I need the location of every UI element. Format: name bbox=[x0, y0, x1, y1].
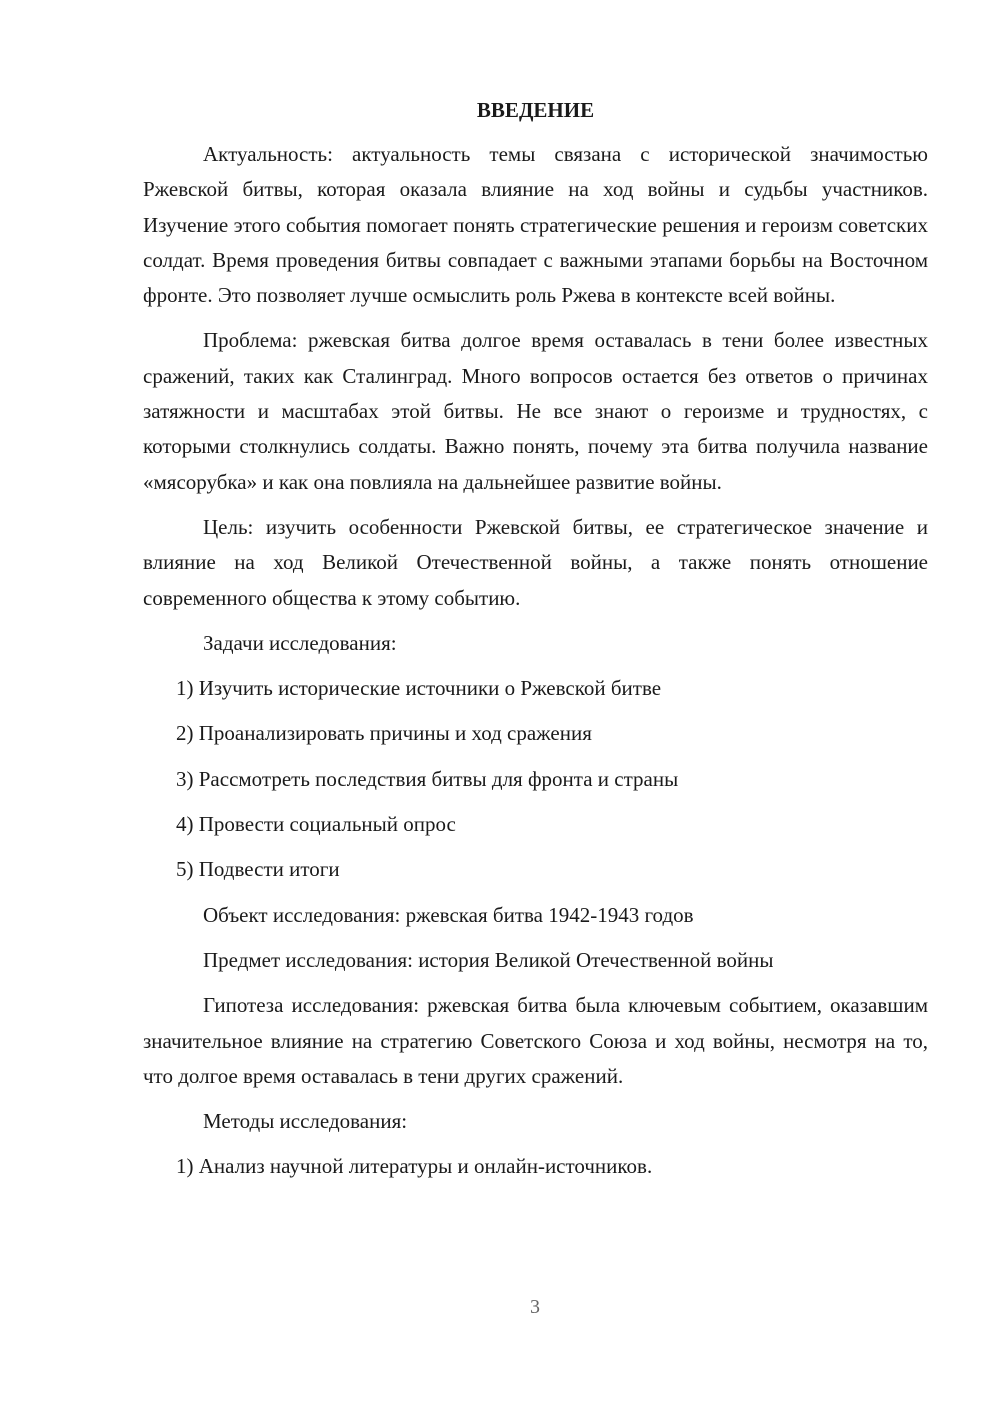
task-item: 4) Провести социальный опрос bbox=[176, 812, 456, 837]
problem-paragraph: Проблема: ржевская битва долгое время оставалась в тени более известных сражений, таких как Сталинград. Много вопросов остается без ответов о причинах затяжности и масштабах этой битвы. Не все знают о героизме и трудностях, с которыми столкнулись солдаты. Важно понять, почему эта битва получила название «мясорубка» и как она повлияла на дальнейшее развитие войны. bbox=[143, 328, 928, 494]
page-number: 3 bbox=[530, 1296, 540, 1318]
relevance-paragraph: Актуальность: актуальность темы связана с исторической значимостью Ржевской битвы, которая оказала влияние на ход войны и судьбы участников. Изучение этого события помогает понять стратегические решения и героизм советских солдат. Время проведения битвы совпадает с важными этапами борьбы на Восточном фронте. Это позволяет лучше осмыслить роль Ржева в контексте всей войны. bbox=[143, 142, 928, 308]
methods-title: Методы исследования: bbox=[203, 1109, 408, 1134]
page-title: ВВЕДЕНИЕ bbox=[476, 98, 595, 122]
hypothesis-paragraph: Гипотеза исследования: ржевская битва была ключевым событием, оказавшим значительное влияние на стратегию Советского Союза и ход войны, несмотря на то, что долгое время оставалась в тени других сражений. bbox=[143, 993, 928, 1088]
subject-paragraph: Предмет исследования: история Великой Отечественной войны bbox=[203, 947, 774, 972]
tasks-title: Задачи исследования: bbox=[203, 630, 397, 655]
method-item: 1) Анализ научной литературы и онлайн-источников. bbox=[176, 1154, 653, 1179]
object-paragraph: Объект исследования: ржевская битва 1942-1943 годов bbox=[203, 902, 694, 927]
task-item: 3) Рассмотреть последствия битвы для фронта и страны bbox=[176, 766, 679, 791]
goal-paragraph: Цель: изучить особенности Ржевской битвы, ее стратегическое значение и влияние на ход Великой Отечественной войны, а также понять отношение современного общества к этому событию. bbox=[143, 514, 928, 610]
task-item: 5) Подвести итоги bbox=[176, 857, 340, 882]
task-item: 2) Проанализировать причины и ход сражения bbox=[176, 721, 592, 746]
page-content bbox=[143, 93, 928, 1195]
task-item: 1) Изучить исторические источники о Ржевской битве bbox=[176, 676, 662, 701]
